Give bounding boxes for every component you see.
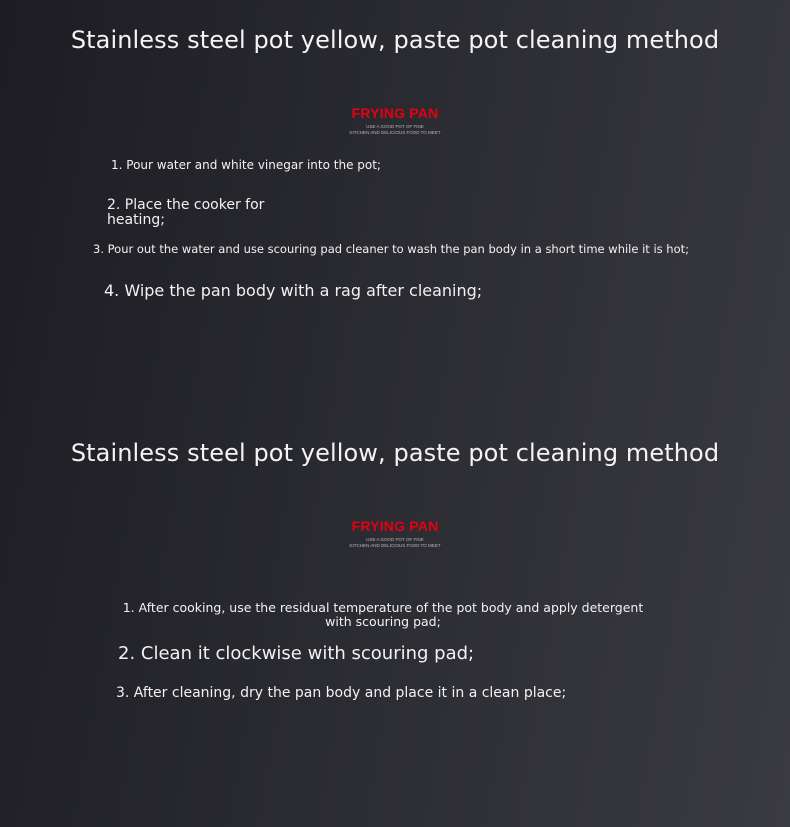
brand-name: FRYING PAN [351, 518, 439, 534]
brand-tagline-line-2: KITCHEN AND DELICIOUS FOOD TO MEET [349, 542, 441, 548]
cleaning-section-2 [0, 413, 790, 827]
step-1: 1. Pour water and white vinegar into the pot; [111, 158, 381, 172]
cleaning-section-1 [0, 0, 790, 413]
brand-tagline-line-1: USE A GOOD POT OF FINE [366, 124, 424, 129]
step-1: 1. After cooking, use the residual temperature of the pot body and apply detergent with scouring pad; [122, 600, 644, 629]
step-3: 3. Pour out the water and use scouring pad cleaner to wash the pan body in a short time while it is hot; [93, 242, 690, 256]
step-3: 3. After cleaning, dry the pan body and place it in a clean place; [116, 685, 567, 701]
brand-name: FRYING PAN [351, 105, 439, 121]
brand-logo [0, 105, 790, 135]
brand-tagline-line-1: USE A GOOD POT OF FINE [366, 537, 424, 542]
step-4: 4. Wipe the pan body with a rag after cleaning; [104, 281, 483, 300]
step-2: 2. Place the cooker for heating; [107, 197, 265, 228]
brand-logo [0, 518, 790, 548]
section-title: Stainless steel pot yellow, paste pot cleaning method [70, 439, 720, 467]
brand-tagline-line-2: KITCHEN AND DELICIOUS FOOD TO MEET [349, 129, 441, 135]
section-title: Stainless steel pot yellow, paste pot cleaning method [70, 26, 720, 54]
step-2: 2. Clean it clockwise with scouring pad; [118, 643, 475, 664]
